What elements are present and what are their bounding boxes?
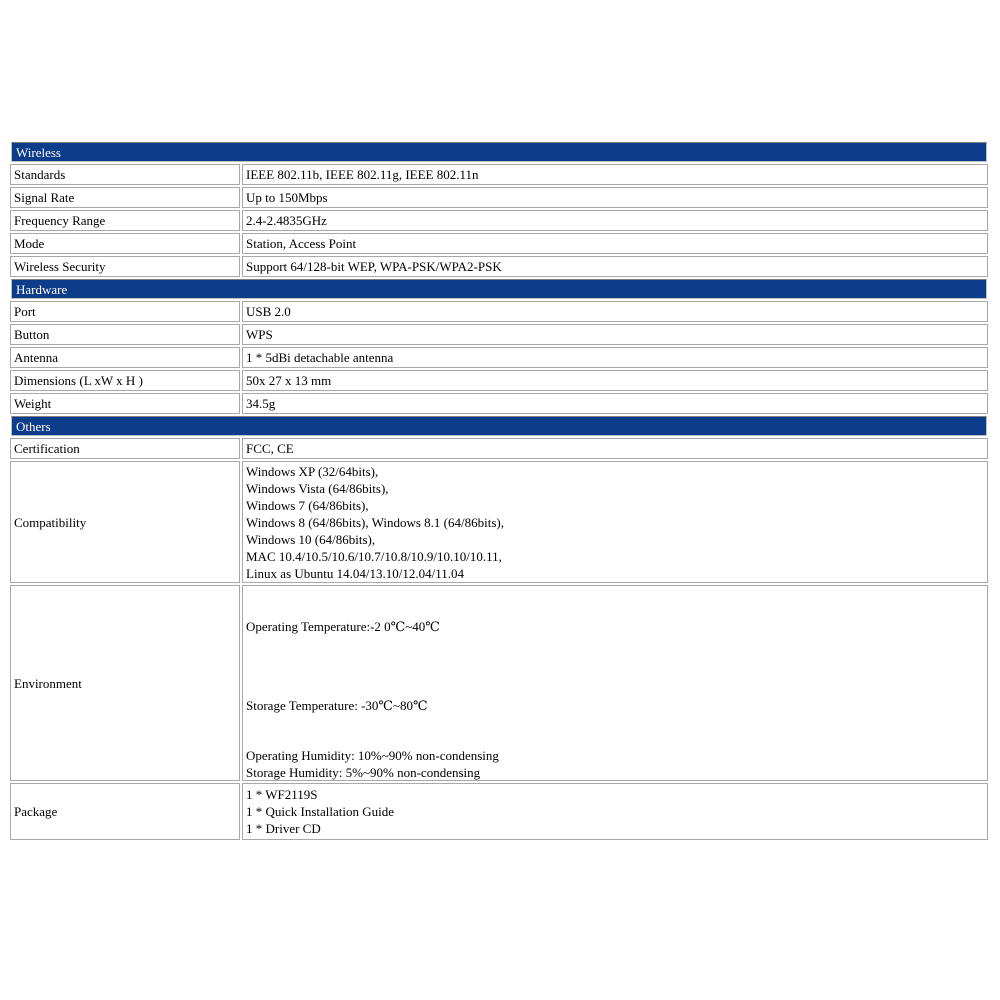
spec-value: 2.4-2.4835GHz	[242, 210, 988, 231]
table-row	[10, 393, 988, 414]
spec-value: WPS	[242, 324, 988, 345]
spec-label: Antenna	[10, 347, 240, 368]
spec-label: Port	[10, 301, 240, 322]
spec-label: Package	[10, 783, 240, 840]
env-line: Operating Temperature:-2 0℃~40℃	[246, 619, 440, 634]
table-row	[10, 370, 988, 391]
section-header-others: Others	[11, 416, 987, 436]
spec-value: Support 64/128-bit WEP, WPA-PSK/WPA2-PSK	[242, 256, 988, 277]
section-header-hardware: Hardware	[11, 279, 987, 299]
compat-line: Windows 7 (64/86bits),	[246, 497, 369, 513]
spec-label: Frequency Range	[10, 210, 240, 231]
spec-label: Compatibility	[10, 461, 240, 583]
spec-value: IEEE 802.11b, IEEE 802.11g, IEEE 802.11n	[242, 164, 988, 185]
table-row	[10, 164, 988, 185]
table-row	[10, 256, 988, 277]
env-line: Operating Humidity: 10%~90% non-condensing	[246, 748, 499, 763]
spec-value-package	[242, 783, 988, 840]
spec-value: FCC, CE	[242, 438, 988, 459]
spec-value-environment	[242, 585, 988, 781]
compat-line: Windows 10 (64/86bits),	[246, 531, 376, 547]
package-line: 1 * Driver CD	[246, 821, 321, 836]
compat-line: Windows XP (32/64bits),	[246, 463, 379, 479]
spec-label: Certification	[10, 438, 240, 459]
table-row	[10, 438, 988, 459]
section-header-wireless: Wireless	[11, 142, 987, 162]
compat-line: Linux as Ubuntu 14.04/13.10/12.04/11.04	[246, 565, 464, 581]
spec-table	[10, 142, 988, 842]
table-row	[10, 324, 988, 345]
table-row	[10, 461, 988, 583]
package-line: 1 * WF2119S	[246, 787, 318, 802]
spec-label: Signal Rate	[10, 187, 240, 208]
spec-value: 1 * 5dBi detachable antenna	[242, 347, 988, 368]
package-line: 1 * Quick Installation Guide	[246, 804, 395, 819]
table-row	[10, 210, 988, 231]
env-line: Storage Temperature: -30℃~80℃	[246, 698, 428, 713]
spec-label: Environment	[10, 585, 240, 781]
env-line: Storage Humidity: 5%~90% non-condensing	[246, 765, 481, 780]
spec-label: Button	[10, 324, 240, 345]
spec-value: USB 2.0	[242, 301, 988, 322]
compat-line: Windows Vista (64/86bits),	[246, 480, 389, 496]
spec-label: Weight	[10, 393, 240, 414]
spec-label: Wireless Security	[10, 256, 240, 277]
spec-label: Standards	[10, 164, 240, 185]
table-row	[10, 233, 988, 254]
table-row	[10, 301, 988, 322]
table-row	[10, 783, 988, 840]
table-row	[10, 187, 988, 208]
compat-line: MAC 10.4/10.5/10.6/10.7/10.8/10.9/10.10/10.11,	[246, 548, 502, 564]
compat-line: Windows 8 (64/86bits), Windows 8.1 (64/86bits),	[246, 514, 504, 530]
table-row	[10, 585, 988, 781]
spec-value-compatibility	[242, 461, 988, 583]
spec-value: 50x 27 x 13 mm	[242, 370, 988, 391]
spec-label: Dimensions (L xW x H )	[10, 370, 240, 391]
spec-value: Station, Access Point	[242, 233, 988, 254]
table-row	[10, 347, 988, 368]
spec-label: Mode	[10, 233, 240, 254]
spec-value: Up to 150Mbps	[242, 187, 988, 208]
spec-value: 34.5g	[242, 393, 988, 414]
